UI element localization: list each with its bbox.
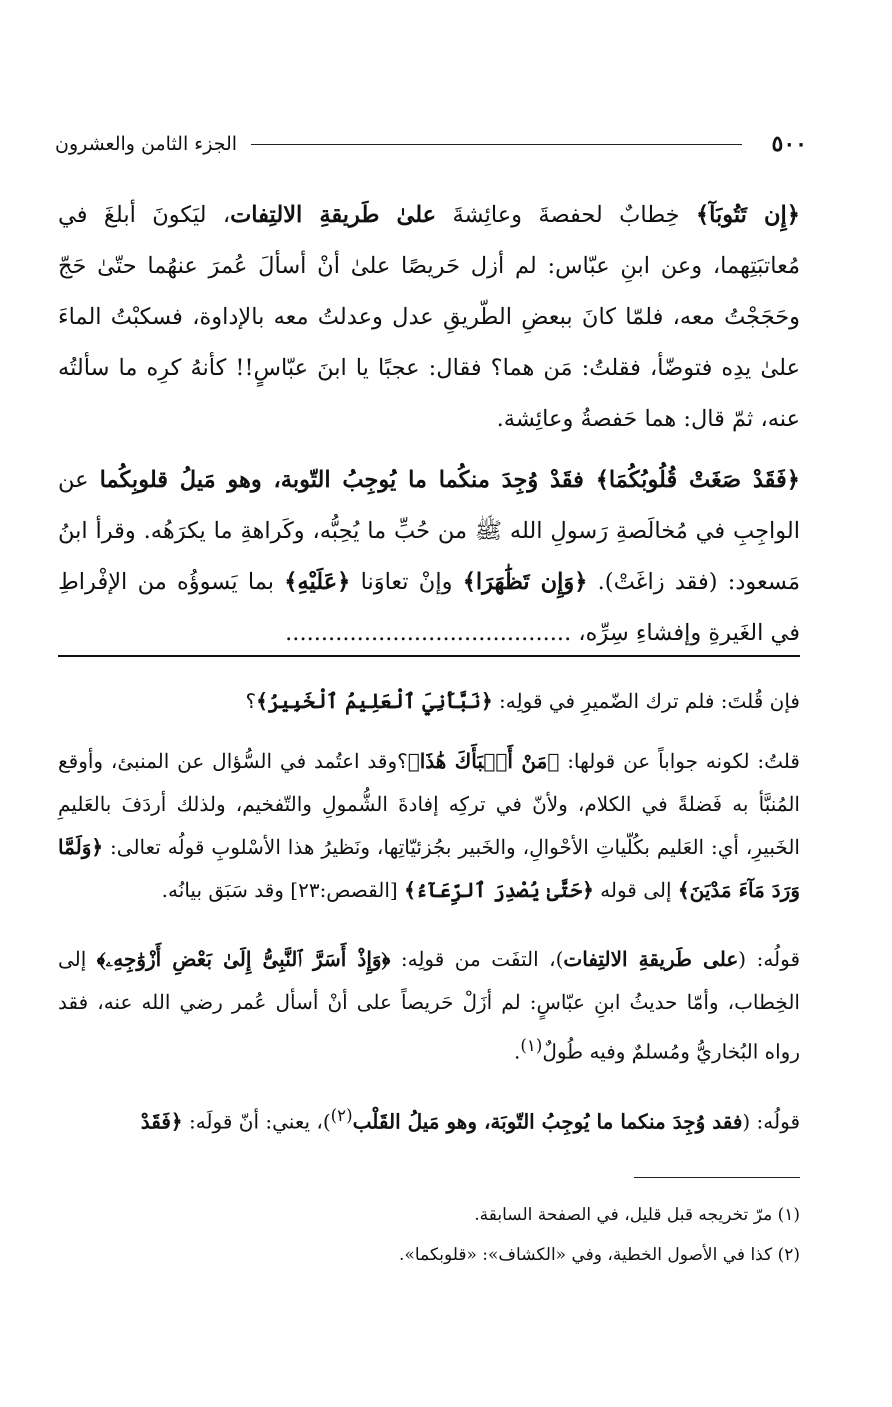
text-span: إلى قوله xyxy=(593,878,678,902)
quran-quote: ﴿وَإِن تَظَٰهَرَا﴾ xyxy=(462,569,588,595)
quran-quote: ﴿فَقَدْ صَغَتْ قُلُوبُكُمَا﴾ xyxy=(595,467,800,493)
quran-quote: ﴿نَبَّأَنِيَ ٱلْعَلِيمُ ٱلْخَبِيرُ﴾ xyxy=(256,689,493,713)
text-span: . xyxy=(514,1039,521,1064)
main-text-paragraph-2 xyxy=(58,455,800,659)
text-span: بما يَسوؤُه من الإفْراطِ في الغَيرةِ وإفشاءِ سِرِّه، ........................................ xyxy=(58,569,800,646)
text-span: قولُه: ( xyxy=(742,1109,800,1134)
quoted-lemma: فقد وُجِدَ منكما ما يُوجِبُ التّوبَة، وهو مَيلُ القَلْب xyxy=(352,1109,743,1134)
footnote-marker[interactable]: (١) xyxy=(520,1036,543,1055)
footnote-2: (٢) كذا في الأصول الخطية، وفي «الكشاف»: «قلوبكما». xyxy=(399,1245,800,1265)
footnote-marker[interactable]: (٢) xyxy=(330,1106,353,1125)
text-span: )، التفَت من قولِه: xyxy=(390,947,564,971)
quran-quote: ﴿عَلَيْهِ﴾ xyxy=(284,569,351,595)
text-span: خِطابٌ لحفصةَ وعائِشةَ xyxy=(436,202,696,228)
commentary-paragraph-3 xyxy=(58,938,800,1074)
text-span: قولُه: ( xyxy=(738,947,801,971)
footnote-1: (١) مرّ تخريجه قبل قليل، في الصفحة السابقة. xyxy=(474,1205,800,1225)
quran-quote: ﴿فَقَدْ xyxy=(140,1109,183,1134)
emphasized-phrase: فقَدْ وُجِدَ منكُما ما يُوجِبُ التّوبة، وهو مَيلُ قلوبِكُما xyxy=(99,467,596,493)
quran-quote: ﴿مَنْ أَنۢبَأَكَ هَٰذَا﴾ xyxy=(407,749,560,773)
quran-quote: ﴿إِن تَتُوبَآ﴾ xyxy=(695,202,800,228)
text-span: ، ليَكونَ أبلغَ في مُعاتبَتِهما، وعن ابنِ عبّاس: لم أزل حَريصًا علىٰ أنْ أسألَ عُمرَ عنهُما حتّىٰ حَجّ وحَجَجْتُ معه، فلمّا كانَ ببعضِ الطّريقِ عدل وعدلتُ معه بالإداوة، فسكبْتُ الماءَ علىٰ يدِه فتوضّأ، فقلتُ: مَن هما؟ فقال: عجبًا يا ابنَ عبّاسٍ!! كأنهُ كرِه ما سألتُه عنه، ثمّ قال: هما حَفصةُ وعائِشة. xyxy=(58,202,800,432)
text-span: ؟ xyxy=(245,689,257,713)
emphasized-phrase: علىٰ طَريقةِ الالتِفات xyxy=(230,202,437,228)
header-rule xyxy=(251,144,742,145)
commentary-paragraph-4 xyxy=(58,1094,800,1144)
quran-quote: ﴿وَإِذْ أَسَرَّ ٱلنَّبِىُّ إِلَىٰ بَعْضِ أَزْوَٰجِهِۦ﴾ xyxy=(96,947,391,971)
text-span: عن الواجِبِ في مُخالَصةِ رَسولِ الله ﷺ من حُبِّ ما يُحِبُّه، وكَراهةِ ما يكرَهُه. وقرأ ابنُ مَسعود: (فقد زاغَتْ). xyxy=(58,467,800,595)
main-text-paragraph-1 xyxy=(58,190,800,445)
page-header xyxy=(55,128,807,160)
text-span: )، يعني: أنّ قولَه: xyxy=(182,1109,331,1134)
footnote-separator xyxy=(634,1177,800,1178)
quoted-lemma: على طَريقةِ الالتِفات xyxy=(563,947,739,971)
quran-quote: ﴿وَلَمَّا وَرَدَ مَآءَ مَدْيَنَ﴾ xyxy=(58,835,800,902)
commentary-paragraph-2 xyxy=(58,740,800,912)
quran-quote: ﴿حَتَّىٰ يُصْدِرَ ٱلرِّعَآءُ﴾ xyxy=(404,878,594,902)
commentary-paragraph-1 xyxy=(58,680,800,723)
main-commentary-separator xyxy=(58,655,800,657)
text-span: وإنْ تعاوَنا xyxy=(350,569,463,595)
text-span: قلتُ: لكونه جواباً عن قولها: xyxy=(559,749,800,773)
text-span: إلى الخِطاب، وأمّا حديثُ ابنِ عبّاسٍ: لم أزَلْ حَريصاً على أنْ أسأل عُمر رضي الله عنه، فقد رواه البُخاريُّ ومُسلمٌ وفيه طُولٌ xyxy=(58,947,800,1064)
running-title: الجزء الثامن والعشرون xyxy=(55,133,238,155)
text-span: فإن قُلتَ: فلم ترك الضّميرِ في قولِه: xyxy=(492,689,800,713)
page-number: ٥٠٠ xyxy=(771,131,807,157)
text-span: ؟وقد اعتُمد في السُّؤال عن المنبئ، وأوقع المُنبَّأ به فَضلةً في الكلام، ولأنّ في تركِه إفادةَ الشُّمولِ والتّفخيم، ولذلك أردَفَ بالعَليمِ الخَبيرِ، أي: العَليم بكُلّياتِ الأحْوالِ، والخَبير بجُزئيّاتِها، ونَظيرُ هذا الأسْلوبِ قولُه تعالى: xyxy=(58,749,800,859)
text-span: [القصص:٢٣] وقد سَبَق بيانُه. xyxy=(161,878,405,902)
